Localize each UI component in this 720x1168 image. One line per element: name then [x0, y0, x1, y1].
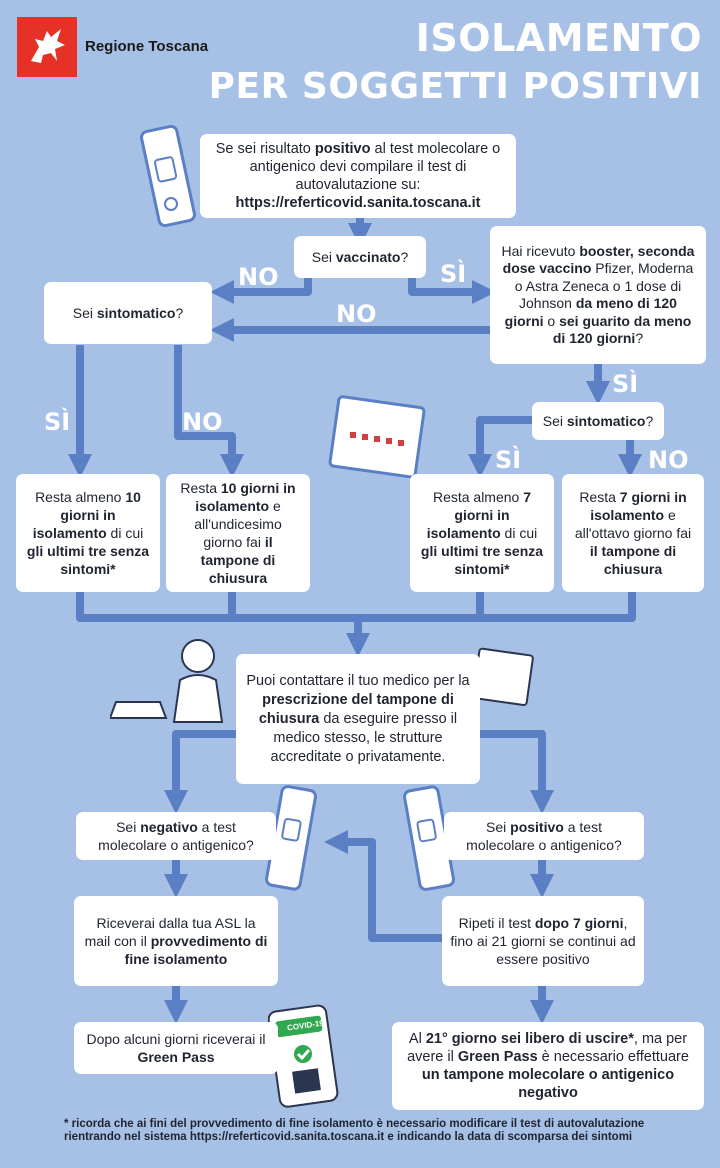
g21-b: 21° giorno sei libero di uscire*	[425, 1031, 634, 1047]
intro-text-2: al test molecolare o antigenico devi compilare il test di autovalutazione su:	[249, 141, 501, 193]
sint-left-text: Sei	[72, 305, 97, 321]
r3-d: gli ultimi tre senza sintomi*	[420, 543, 544, 577]
g21-c: , ma per avere il	[407, 1031, 688, 1065]
r3-c: di cui	[500, 525, 538, 541]
g21-f: un tampone molecolare o antigenico negativo	[421, 1067, 675, 1101]
result-box-3	[410, 474, 554, 592]
sint-left-q: ?	[175, 305, 184, 321]
booster-t3: Pfizer, Moderna o Astra Zeneca o 1 dose di Johnson	[514, 260, 694, 311]
neg-post: a test molecolare o antigenico?	[98, 819, 254, 853]
gp-b: Green Pass	[137, 1049, 215, 1065]
doctor-laptop-icon	[110, 632, 240, 724]
medico-a: Puoi contattare il tuo medico per la	[246, 672, 470, 689]
booster-t2: booster, seconda dose vaccino	[502, 242, 695, 276]
label-no-vaccinato: NO	[238, 263, 279, 291]
neg-bold: negativo	[140, 819, 198, 835]
booster-t1: Hai ricevuto	[501, 242, 580, 259]
sint-right-bold: sintomatico	[566, 413, 646, 429]
r1-a: Resta almeno	[35, 489, 126, 505]
vaccinato-box	[294, 236, 426, 278]
medico-box	[236, 654, 480, 784]
test-strip-icon	[140, 124, 200, 228]
sint-right-text: Sei	[542, 413, 567, 429]
sintomatico-right-box	[532, 402, 664, 440]
negativo-box	[76, 812, 276, 860]
label-si-left: SÌ	[44, 408, 71, 436]
g21-d: Green Pass	[457, 1049, 538, 1065]
greenpass-box	[74, 1022, 278, 1074]
ripeti-box	[442, 896, 644, 986]
medico-c: da eseguire presso il medico stesso, le strutture accreditate o privatamente.	[270, 710, 458, 765]
sint-right-q: ?	[645, 413, 654, 429]
r4-c: e all'ottavo giorno fai	[574, 507, 692, 541]
booster-t5: o	[543, 312, 560, 329]
intro-bold: positivo	[314, 141, 371, 157]
r1-b: 10 giorni in isolamento	[32, 489, 141, 541]
label-si-right: SÌ	[495, 446, 522, 474]
sintomatico-left-box	[44, 282, 212, 344]
label-no-right: NO	[648, 446, 689, 474]
sint-left-bold: sintomatico	[96, 305, 176, 321]
vaccinato-bold: vaccinato	[335, 249, 401, 265]
vaccinato-q: ?	[400, 249, 409, 265]
g21-a: Al	[408, 1031, 426, 1047]
brand-name: Regione Toscana	[85, 38, 209, 55]
r2-a: Resta	[180, 480, 221, 496]
label-si-vaccinato: SÌ	[440, 260, 467, 288]
pos-bold: positivo	[510, 819, 564, 835]
phone-greenpass-icon	[268, 1004, 340, 1108]
booster-t7: ?	[635, 330, 644, 346]
vaccinato-text: Sei	[311, 249, 336, 265]
asl-a: Riceverai dalla tua ASL la mail con il	[84, 915, 256, 949]
label-no-left: NO	[182, 408, 223, 436]
r3-b: 7 giorni in isolamento	[426, 489, 532, 541]
booster-box	[490, 226, 706, 364]
g21-e: è necessario effettuare	[537, 1049, 689, 1065]
result-box-4	[562, 474, 704, 592]
intro-box	[200, 134, 516, 218]
booster-t4: da meno di 120 giorni	[504, 295, 677, 329]
browser-window-icon	[472, 646, 536, 708]
medico-b: prescrizione del tampone di chiusura	[258, 691, 454, 727]
label-si-booster: SÌ	[612, 370, 639, 398]
r2-b: 10 giorni in isolamento	[195, 480, 296, 514]
neg-text: Sei	[116, 819, 141, 835]
r4-d: il tampone di chiusura	[589, 543, 677, 577]
result-box-1	[16, 474, 160, 592]
pos-text: Sei	[486, 819, 511, 835]
asl-b: provvedimento di fine isolamento	[124, 933, 268, 967]
booster-t6: sei guarito da meno di 120 giorni	[552, 312, 692, 346]
r4-a: Resta	[579, 489, 620, 505]
ripeti-b: dopo 7 giorni	[534, 915, 624, 931]
calendar-icon	[328, 392, 428, 478]
intro-url: https://referticovid.sanita.toscana.it	[235, 195, 481, 211]
ripeti-c: , fino ai 21 giorni se continui ad essere positivo	[450, 915, 636, 967]
asl-box	[74, 896, 278, 986]
r3-a: Resta almeno	[432, 489, 524, 505]
r1-c: di cui	[106, 525, 144, 541]
gp-a: Dopo alcuni giorni riceverai il	[86, 1031, 266, 1047]
r1-d: gli ultimi tre senza sintomi*	[26, 543, 150, 577]
page-title-line2: PER SOGGETTI POSITIVI	[208, 66, 702, 107]
r4-b: 7 giorni in isolamento	[590, 489, 687, 523]
result-box-2	[166, 474, 310, 592]
phone-badge: COVID-19	[286, 1018, 325, 1033]
page-title-line1: ISOLAMENTO	[415, 16, 702, 60]
footnote: * ricorda che ai fini del provvedimento di fine isolamento è necessario modificare il test di autovalutazione rientrando nel sistema https://referticovid.sanita.toscana.it e indicando la data di scomparsa dei sintomi	[64, 1118, 645, 1143]
label-no-booster: NO	[336, 300, 377, 328]
giorno21-box	[392, 1022, 704, 1110]
pos-post: a test molecolare o antigenico?	[466, 819, 622, 853]
positivo-box	[444, 812, 644, 860]
r2-d: il tampone di chiusura	[200, 534, 276, 586]
intro-text: Se sei risultato	[215, 141, 315, 157]
r2-c: e all'undicesimo giorno fai	[194, 498, 282, 550]
ripeti-a: Ripeti il test	[458, 915, 535, 931]
